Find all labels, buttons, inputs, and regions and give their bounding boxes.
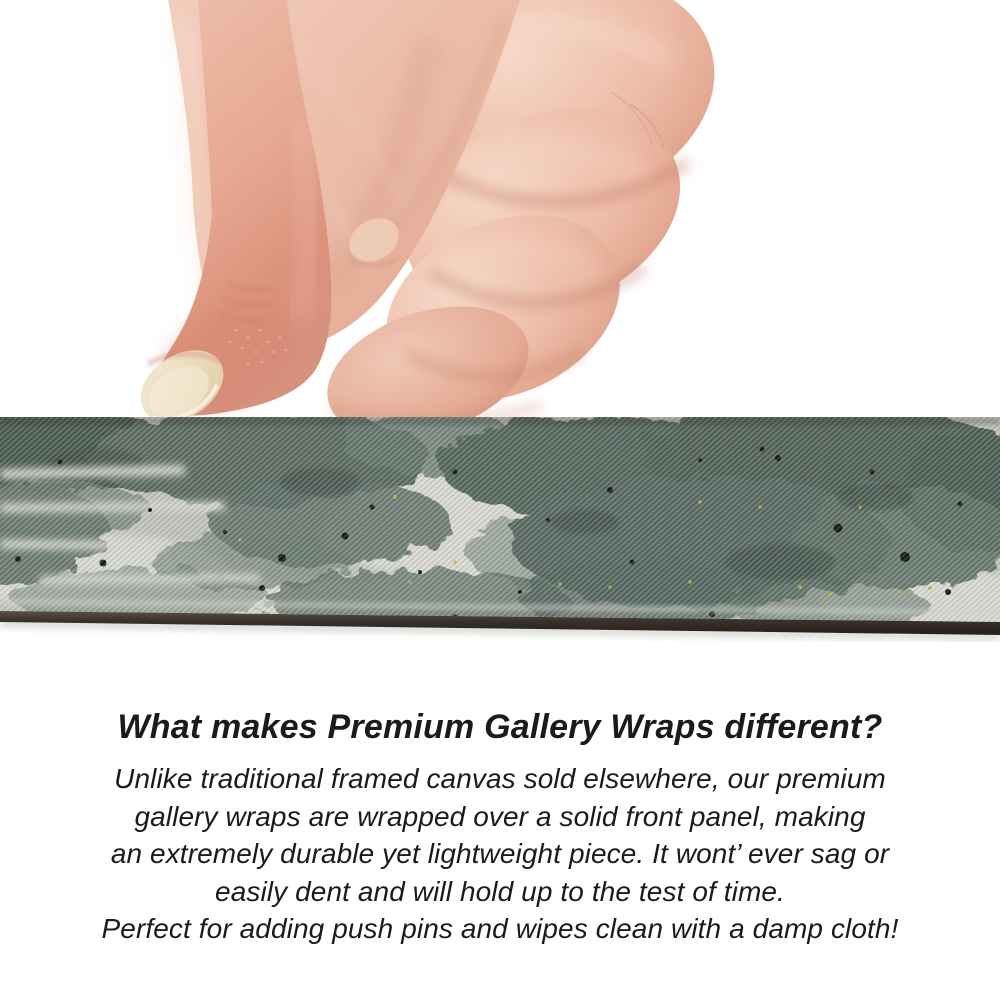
body-line-1: Unlike traditional framed canvas sold elsewhere, our premium — [114, 763, 886, 794]
canvas-strip-illustration — [0, 412, 1000, 642]
canvas-edge-strip — [0, 412, 1000, 642]
body-line-4: easily dent and will hold up to the test of time. — [215, 875, 785, 907]
body-line-3: an extremely durable yet lightweight piece. It wont’ ever sag or — [110, 838, 890, 869]
body-line-5: Perfect for adding push pins and wipes clean with a damp cloth! — [101, 913, 899, 944]
canvas-texture — [0, 412, 1000, 640]
section-heading: What makes Premium Gallery Wraps different? — [117, 708, 883, 746]
body-line-2: gallery wraps are wrapped over a solid front panel, making — [134, 800, 866, 832]
hand-illustration — [0, 0, 1000, 421]
marketing-copy — [0, 701, 1000, 948]
hand-photo — [0, 0, 1000, 421]
